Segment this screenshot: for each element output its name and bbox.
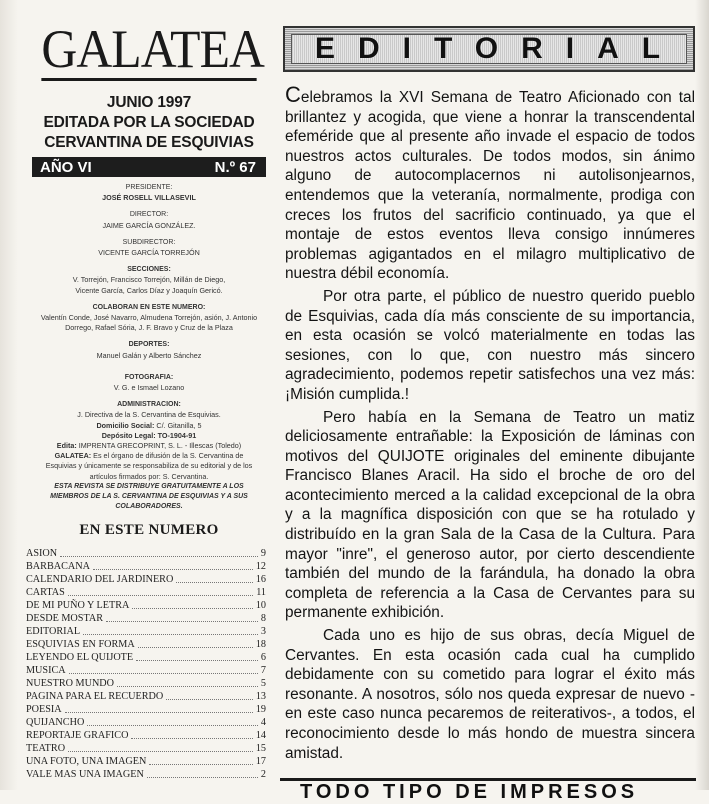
toc-row (26, 768, 266, 781)
table-of-contents (26, 547, 266, 781)
toc-leader-dots (147, 777, 258, 778)
toc-leader-dots (136, 660, 258, 661)
toc-leader-dots (83, 634, 258, 635)
toc-leader-dots (176, 582, 252, 583)
director-role: DIRECTOR: (129, 211, 169, 219)
galatea-label: GALATEA: (54, 451, 92, 461)
secciones-role: SECCIONES: (127, 266, 171, 274)
toc-page: 17 (255, 756, 266, 768)
toc-row (26, 729, 266, 742)
domicilio-line (26, 421, 272, 431)
deportes-name: Manuel Galán y Alberto Sánchez (96, 350, 202, 360)
toc-leader-dots (69, 673, 258, 674)
administracion-line: J. Directiva de la S. Cervantina de Esquivias. (77, 410, 221, 420)
fotografia-name: V. G. e Ismael Lozano (113, 383, 185, 393)
toc-row (26, 677, 266, 690)
free-distribution-2: MIEMBROS DE LA S. CERVANTINA DE ESQUIVIAS Y A SUS (50, 493, 248, 501)
galatea-line-3: artículos firmados por: S. Cervantina. (89, 471, 209, 481)
toc-leader-dots (138, 647, 253, 648)
toc-leader-dots (117, 686, 258, 687)
masthead-column (26, 20, 272, 781)
free-distribution-3: COLABORADORES. (115, 503, 183, 511)
editorial-heading-inner (291, 34, 687, 64)
page-shadow (0, 0, 18, 790)
toc-title: TEATRO (26, 743, 66, 755)
toc-leader-dots (65, 712, 253, 713)
toc-row (26, 716, 266, 729)
toc-title: LEYENDO EL QUIJOTE (26, 652, 134, 664)
toc-leader-dots (166, 699, 253, 700)
issue-date: JUNIO 1997 (106, 94, 192, 111)
secciones-line-2: Vicente García, Carlos Díaz y Joaquín Gericó. (75, 285, 223, 295)
deportes-role: DEPORTES: (128, 341, 170, 349)
toc-title: POESIA (26, 704, 62, 716)
toc-leader-dots (149, 764, 252, 765)
toc-page: 15 (255, 743, 266, 755)
toc-page: 12 (255, 561, 266, 573)
toc-title: BARBACANA (26, 561, 90, 573)
toc-title: PAGINA PARA EL RECUERDO (26, 691, 164, 703)
galatea-line-2: Esquivias y únicamente se responsabiliza de su editorial y de los (45, 461, 253, 471)
drop-cap: C (285, 82, 301, 107)
toc-page: 10 (255, 600, 266, 612)
credits-block (26, 183, 272, 512)
free-distribution-1: ESTA REVISTA SE DISTRIBUYE GRATUITAMENTE A LOS (54, 482, 244, 490)
director-name: JAIME GARCÍA GONZÁLEZ. (102, 220, 196, 230)
toc-page: 8 (260, 613, 266, 625)
presidente-role: PRESIDENTE: (125, 184, 173, 191)
toc-title: QUIJANCHO (26, 717, 85, 729)
editorial-paragraph-1-text: elebramos la XVI Semana de Teatro Aficionado con tal brillantez y acogida, que viene a honrar la transcendental efeméride que al presente año invade el espacio de todos nuestros actos culturales. De todos modos, sin ánimo alguno de autocomplacernos ni autolisonjearnos, entendemos que la veteranía, normalmente, prodiga con creces los frutos del sacrificio continuado, ya que el montaje de estos eventos lleva consigo innúmeres problemas agigantados en el milagro multiplicativo de nuestra débil economía. (285, 89, 695, 283)
toc-row (26, 690, 266, 703)
editorial-paragraph-2: Por otra parte, el público de nuestro querido pueblo de Esquivias, cada día más consciente de su importancia, en esta ocasión se volcó materialmente en todas las sesiones, con lo que, con nuestro más sincero agradecimiento, podemos repetir satisfechos una vez más: ¡Misión cumplida.! (285, 287, 695, 403)
toc-leader-dots (131, 738, 252, 739)
toc-row (26, 664, 266, 677)
deposito-legal: Depósito Legal: TO-1904-91 (101, 430, 197, 440)
toc-page: 4 (260, 717, 266, 729)
toc-row (26, 547, 266, 560)
toc-title: DE MI PUÑO Y LETRA (26, 600, 130, 612)
toc-leader-dots (87, 725, 258, 726)
toc-row (26, 560, 266, 573)
publisher-line-1: EDITADA POR LA SOCIEDAD (43, 114, 255, 131)
toc-page: 7 (260, 665, 266, 677)
editorial-heading-box (283, 26, 695, 72)
toc-title: ASION (26, 548, 58, 560)
toc-page: 9 (260, 548, 266, 560)
toc-leader-dots (60, 556, 258, 557)
presidente-name: JOSÉ ROSELL VILLASEVIL (102, 193, 196, 203)
administracion-role: ADMINISTRACION: (117, 401, 181, 409)
toc-leader-dots (132, 608, 252, 609)
subdirector-name: VICENTE GARCÍA TORREJÓN (98, 248, 200, 258)
toc-page: 16 (255, 574, 266, 586)
toc-title: CARTAS (26, 587, 65, 599)
footer-banner: TODO TIPO DE IMPRESOS (300, 781, 639, 803)
editorial-heading: EDITORIAL (314, 32, 684, 65)
toc-page: 18 (255, 639, 266, 651)
toc-page: 14 (255, 730, 266, 742)
editorial-paragraph-1 (285, 82, 695, 284)
galatea-text-1: Es el órgano de difusión de la S. Cervantina de (93, 451, 244, 461)
secciones-line-1: V. Torrejón, Francisco Torrejón, Millán de Diego, (72, 275, 226, 285)
toc-page: 5 (260, 678, 266, 690)
toc-page: 2 (260, 769, 266, 781)
toc-page: 3 (260, 626, 266, 638)
toc-title: UNA FOTO, UNA IMAGEN (26, 756, 147, 768)
fotografia-role: FOTOGRAFIA: (124, 373, 174, 381)
toc-page: 19 (255, 704, 266, 716)
galatea-line-1 (26, 451, 272, 461)
toc-leader-dots (93, 569, 253, 570)
toc-title: REPORTAJE GRAFICO (26, 730, 129, 742)
contents-title: EN ESTE NUMERO (79, 522, 219, 539)
editorial-text (285, 82, 695, 763)
toc-row (26, 599, 266, 612)
toc-leader-dots (106, 621, 258, 622)
publisher-line-2: CERVANTINA DE ESQUIVIAS (44, 134, 254, 151)
toc-row (26, 638, 266, 651)
toc-title: VALE MAS UNA IMAGEN (26, 769, 144, 781)
toc-title: EDITORIAL (26, 626, 81, 638)
toc-title: CALENDARIO DEL JARDINERO (26, 574, 174, 586)
edita-label: Edita: (56, 441, 77, 451)
toc-leader-dots (68, 751, 253, 752)
toc-title: DESDE MOSTAR (26, 613, 104, 625)
toc-page: 6 (260, 652, 266, 664)
colaboran-role: COLABORAN EN ESTE NUMERO: (92, 303, 206, 311)
edita-value: IMPRENTA GRECOPRINT, S. L. - Illescas (Toledo) (78, 441, 242, 451)
colaboran-line-1: Valentín Conde, José Navarro, Almudena Torrejón, asión, J. Antonio (40, 313, 258, 323)
masthead-title: GALATEA (41, 19, 264, 79)
toc-row (26, 651, 266, 664)
number-label: N.º 67 (214, 158, 256, 176)
editorial-paragraph-3: Pero había en la Semana de Teatro un matiz deliciosamente entrañable: la Exposición de láminas con motivos del QUIJOTE originales del eminente dibujante Francisco Blanes Aracil. Ha sido el broche de oro del acontecimiento merced a la calidad excepcional de la obra y a la magnífica disposición con que se ha rotulado y distribuído en la gran Sala de la Casa de la Cultura. Para mayor "inre", el generoso autor, por cierto descendiente también del mundo de la farándula, ha donado la obra completa de referencia a la Casa de Cervantes para su permanente exhibición. (285, 408, 695, 622)
colaboran-line-2: Dorrego, Rafael Sória, J. F. Bravo y Cruz de la Plaza (65, 323, 233, 333)
subdirector-role: SUBDIRECTOR: (122, 238, 176, 246)
year-number-bar (32, 157, 266, 177)
toc-title: NUESTRO MUNDO (26, 678, 115, 690)
toc-row (26, 703, 266, 716)
toc-row (26, 612, 266, 625)
toc-row (26, 755, 266, 768)
toc-leader-dots (68, 595, 253, 596)
toc-row (26, 625, 266, 638)
toc-row (26, 586, 266, 599)
toc-title: MUSICA (26, 665, 66, 677)
page-edge-shadow (695, 0, 709, 790)
toc-page: 13 (255, 691, 266, 703)
domicilio-label: Domicilio Social: (96, 420, 155, 430)
toc-row (26, 742, 266, 755)
toc-title: ESQUIVIAS EN FORMA (26, 639, 135, 651)
footer-banner-clip (300, 781, 696, 803)
toc-page: 11 (256, 587, 266, 599)
toc-row (26, 573, 266, 586)
year-label: AÑO VI (40, 158, 92, 176)
editorial-paragraph-4: Cada uno es hijo de sus obras, decía Miguel de Cervantes. En esta ocasión cada cual ha cumplido debidamente con su cometido para lograr el éxito más resonante. A nosotros, sólo nos queda expresar de nuevo -en este caso nunca pecaremos de reiterativos-, a todos, el reconocimiento desde lo más hondo de muestra sincera amistad. (285, 627, 695, 762)
edita-line (26, 441, 272, 451)
domicilio-value: C/. Gitanilla, 5 (156, 420, 202, 430)
